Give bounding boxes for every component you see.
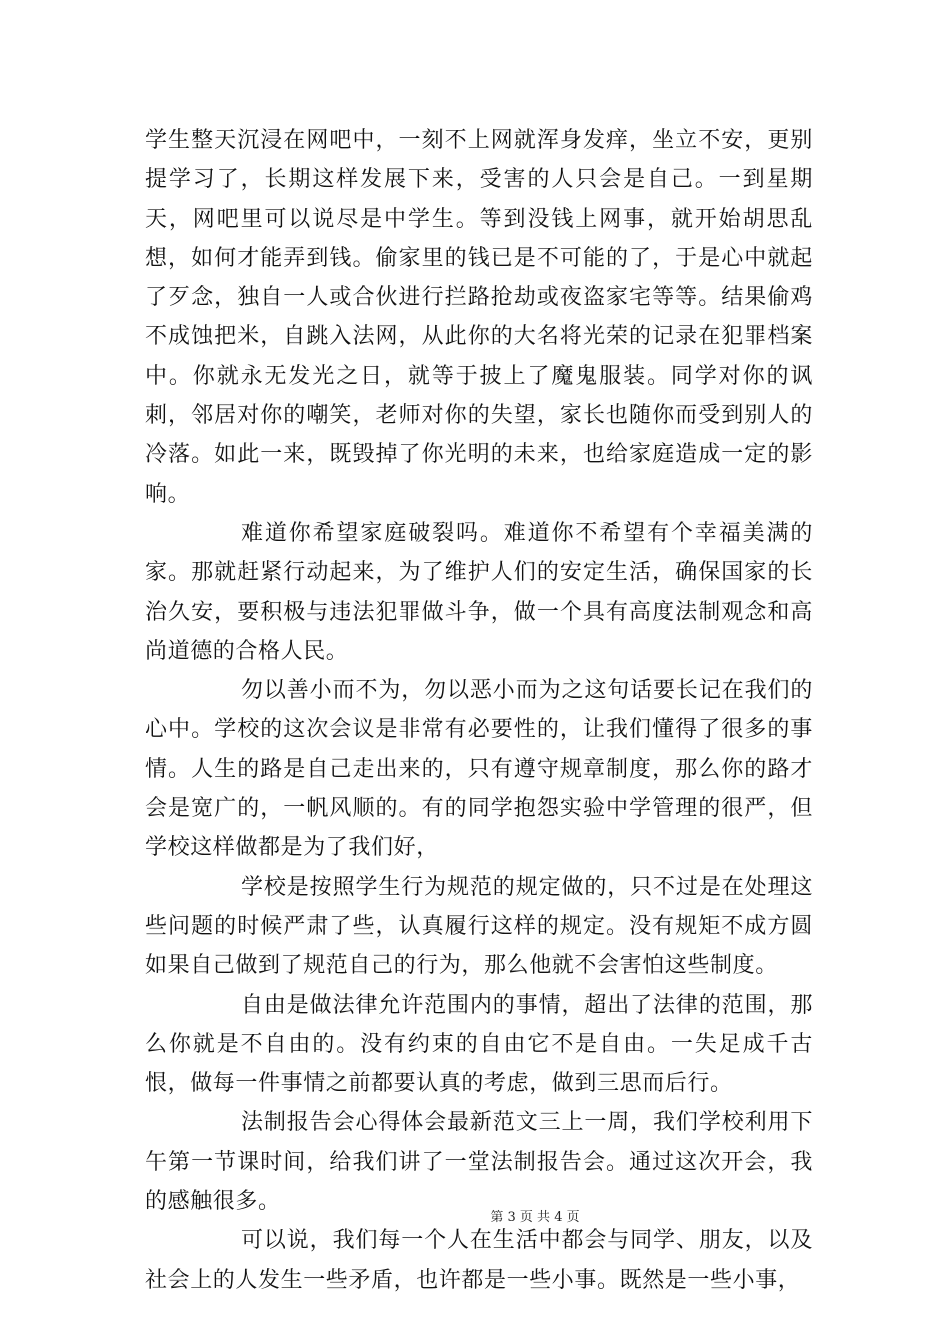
paragraph-2: 难道你希望家庭破裂吗。难道你不希望有个幸福美满的家。那就赶紧行动起来，为了维护人们的安定生活，确保国家的长治久安，要积极与违法犯罪做斗争，做一个具有高度法制观念和高尚道德的合格人民。 (145, 520, 813, 664)
paragraph-3: 勿以善小而不为，勿以恶小而为之这句话要长记在我们的心中。学校的这次会议是非常有必要性的，让我们懂得了很多的事情。人生的路是自己走出来的，只有遵守规章制度，那么你的路才会是宽广的，一帆风顺的。有的同学抱怨实验中学管理的很严，但学校这样做都是为了我们好， (145, 678, 813, 861)
paragraph-7: 可以说，我们每一个人在生活中都会与同学、朋友，以及社会上的人发生一些矛盾，也许都是一些小事。既然是一些小事， (145, 1228, 813, 1293)
document-body (145, 121, 813, 1300)
paragraph-6: 法制报告会心得体会最新范文三上一周，我们学校利用下午第一节课时间，给我们讲了一堂法制报告会。通过这次开会，我的感触很多。 (145, 1110, 813, 1215)
paragraph-4: 学校是按照学生行为规范的规定做的，只不过是在处理这些问题的时候严肃了些，认真履行这样的规定。没有规矩不成方圆如果自己做到了规范自己的行为，那么他就不会害怕这些制度。 (145, 874, 813, 979)
page-number-footer: 第 3 页 共 4 页 (490, 1210, 580, 1225)
paragraph-5: 自由是做法律允许范围内的事情，超出了法律的范围，那么你就是不自由的。没有约束的自由它不是自由。一失足成千古恨，做每一件事情之前都要认真的考虑，做到三思而后行。 (145, 992, 813, 1097)
paragraph-1: 学生整天沉浸在网吧中，一刻不上网就浑身发痒，坐立不安，更别提学习了，长期这样发展下来，受害的人只会是自己。一到星期天，网吧里可以说尽是中学生。等到没钱上网事，就开始胡思乱想，如何才能弄到钱。偷家里的钱已是不可能的了，于是心中就起了歹念，独自一人或合伙进行拦路抢劫或夜盗家宅等等。结果偷鸡不成蚀把米，自跳入法网，从此你的大名将光荣的记录在犯罪档案中。你就永无发光之日，就等于披上了魔鬼服装。同学对你的讽刺，邻居对你的嘲笑，老师对你的失望，家长也随你而受到别人的冷落。如此一来，既毁掉了你光明的未来，也给家庭造成一定的影响。 (145, 128, 813, 507)
